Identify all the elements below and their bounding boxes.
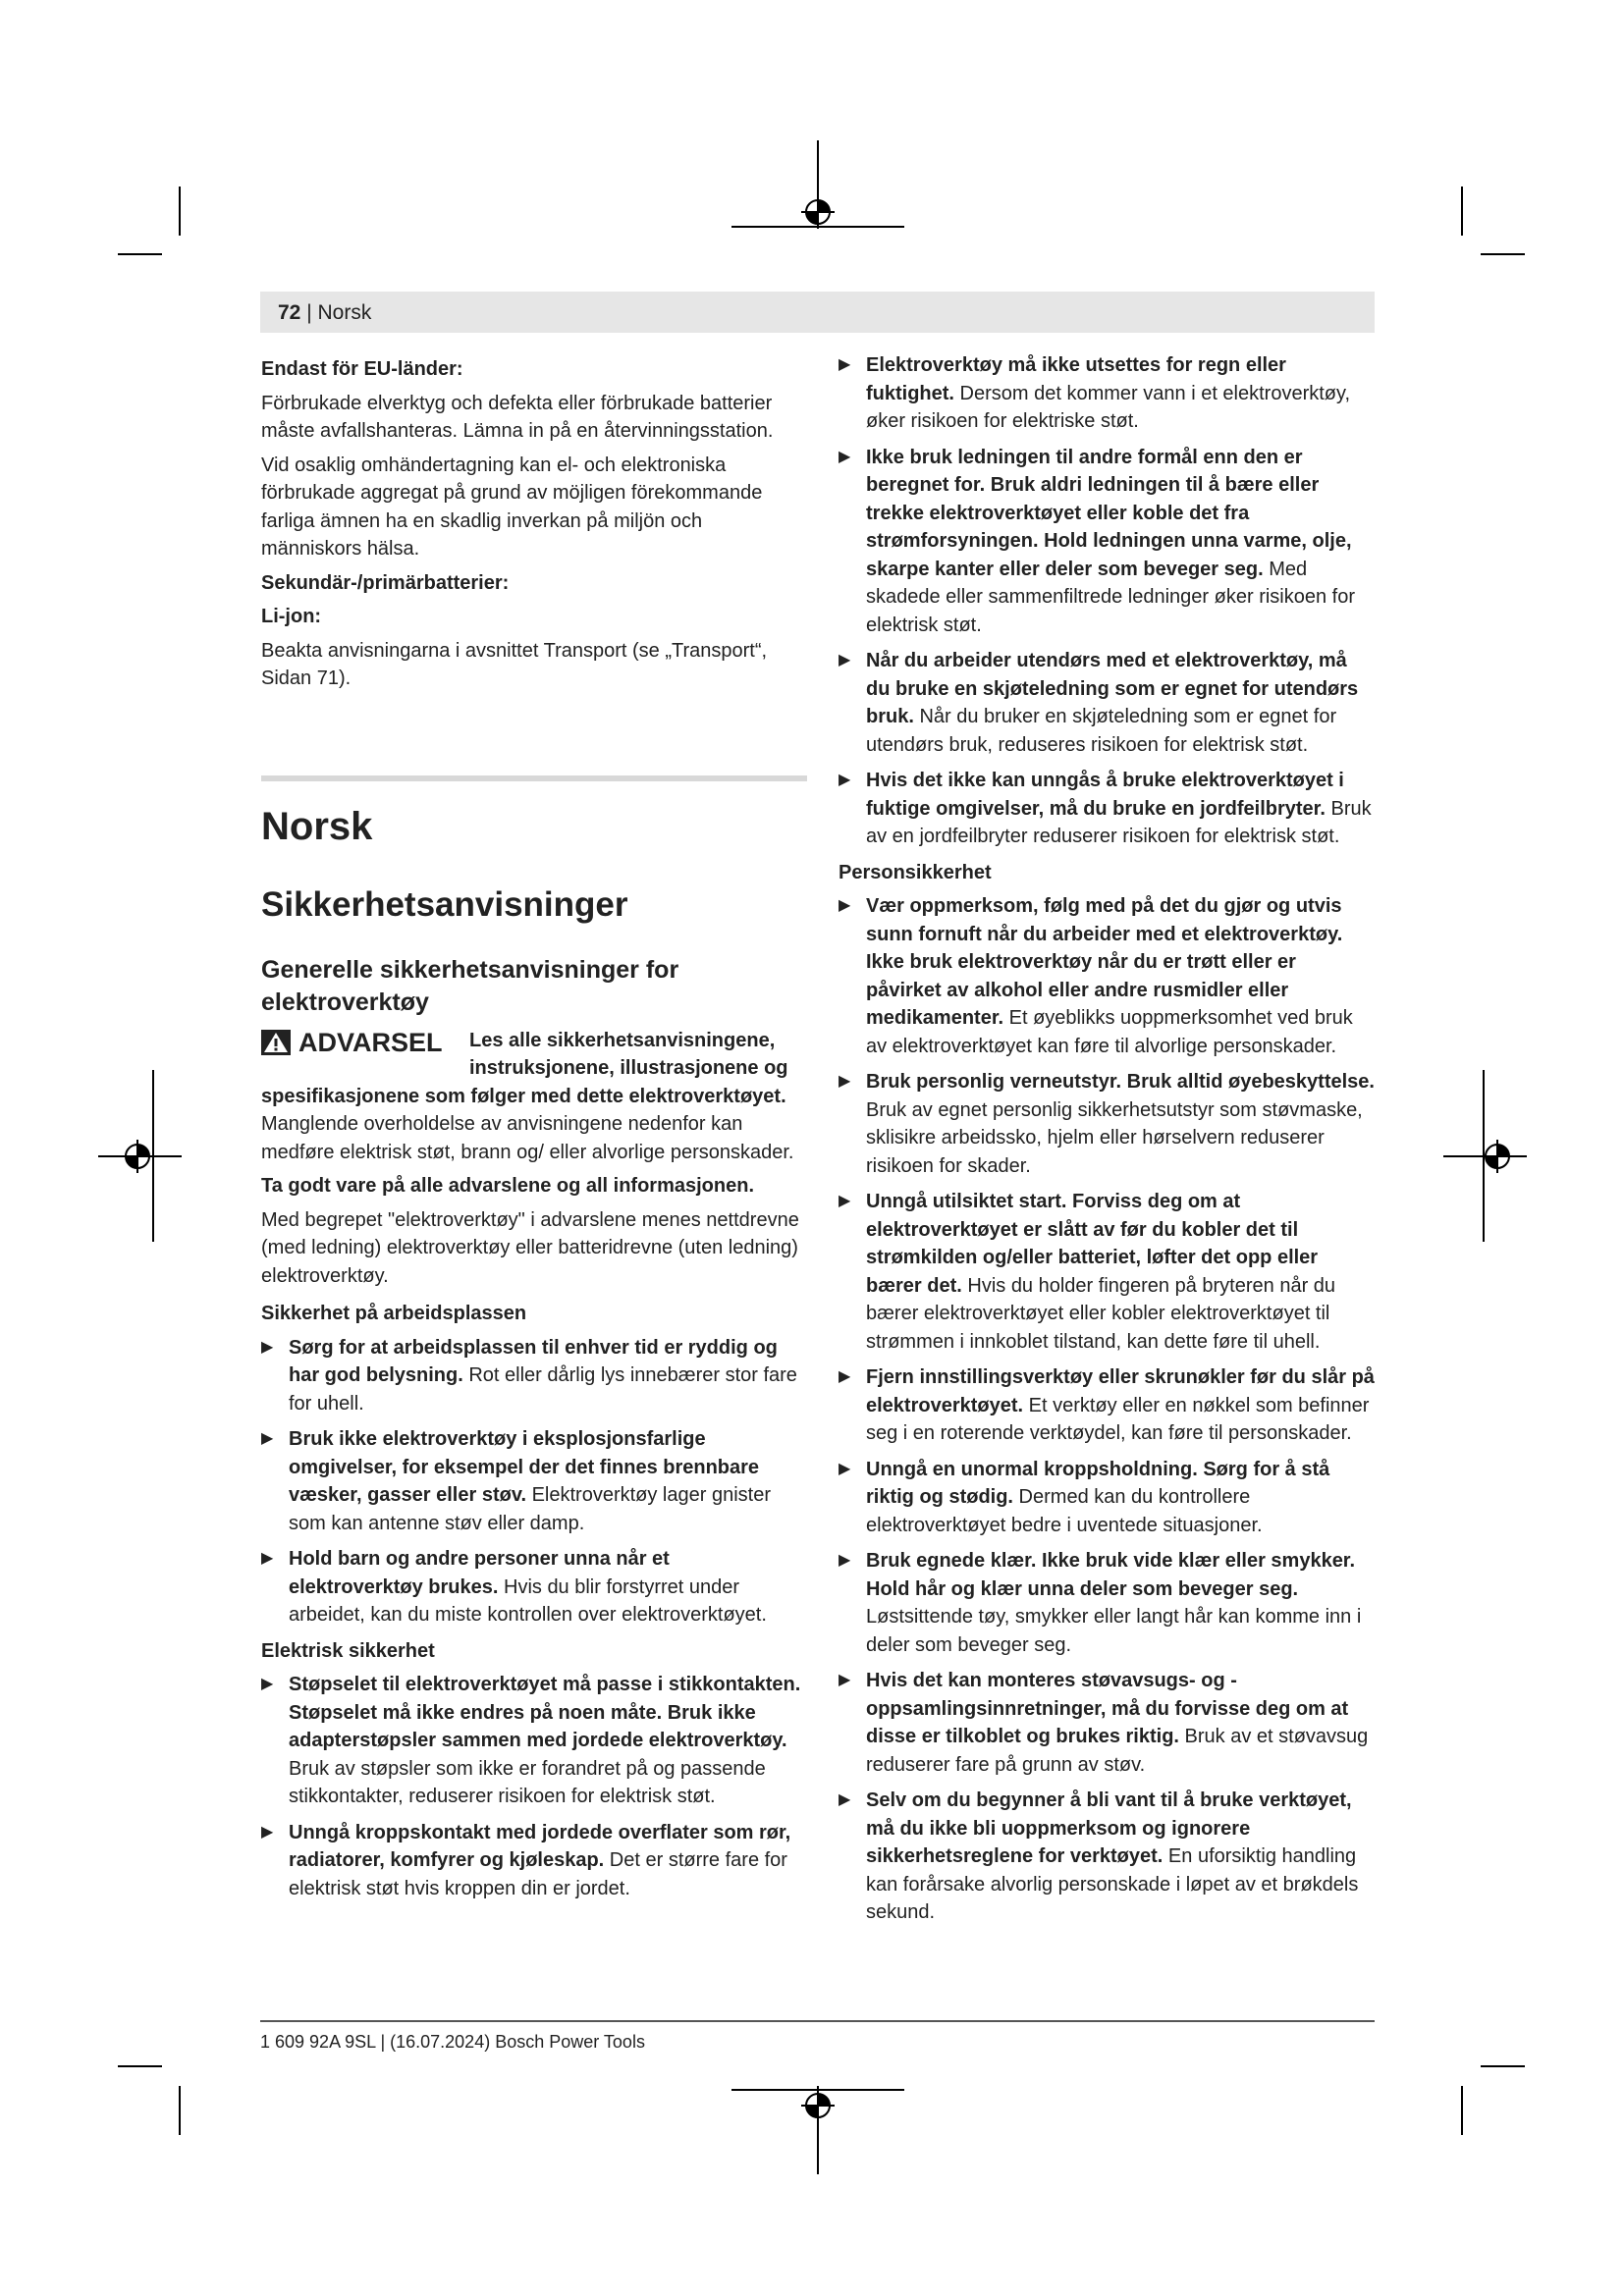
electrical-title: Elektrisk sikkerhet bbox=[261, 1639, 435, 1662]
bullet-arrow-icon: ▶ bbox=[839, 1073, 851, 1090]
list-item bbox=[839, 351, 1375, 436]
footer-divider bbox=[260, 2020, 1375, 2022]
warning-block bbox=[261, 1027, 807, 1083]
item-text: Når du bruker en skjøteledning som er egnet for utendørs bruk, reduseres risikoen for elektrisk støt. bbox=[866, 706, 1337, 756]
item-text: Bruk av egnet personlig sikkerhetsutstyr som støvmaske, sklisikre arbeidssko, hjelm eller hørselvern reduserer risikoen for skader. bbox=[866, 1098, 1363, 1177]
bullet-arrow-icon: ▶ bbox=[839, 897, 851, 914]
keep-text: Med begrepet "elektroverktøy" i advarslene menes nettdrevne (med ledning) elektroverktøy eller batteridrevne (uten ledning) elektroverktøy. bbox=[261, 1208, 799, 1287]
personal-safety-list bbox=[839, 892, 1375, 1927]
list-item bbox=[839, 1456, 1375, 1540]
bullet-arrow-icon: ▶ bbox=[839, 1460, 851, 1477]
warning-triangle-icon bbox=[261, 1030, 291, 1055]
item-text: Elektroverktøy lager gnister som kan antenne støv eller damp. bbox=[289, 1484, 771, 1534]
list-item bbox=[839, 1787, 1375, 1927]
bullet-arrow-icon: ▶ bbox=[261, 1676, 274, 1692]
bullet-arrow-icon: ▶ bbox=[839, 1193, 851, 1209]
crop-mark bbox=[1461, 2086, 1463, 2135]
crop-mark bbox=[118, 2065, 162, 2067]
bullet-arrow-icon: ▶ bbox=[839, 1672, 851, 1688]
work-area-title: Sikkerhet på arbeidsplassen bbox=[261, 1303, 527, 1324]
item-bold: Hold barn og andre personer unna når et elektroverktøy brukes. bbox=[289, 1548, 670, 1598]
header-language: Norsk bbox=[317, 301, 372, 324]
list-item bbox=[839, 892, 1375, 1060]
item-bold: Elektroverktøy må ikke utsettes for regn eller fuktighet. bbox=[866, 354, 1286, 404]
crop-mark bbox=[1481, 253, 1525, 255]
work-area-list bbox=[261, 1334, 807, 1629]
list-item bbox=[839, 647, 1375, 759]
crop-mark bbox=[179, 2086, 181, 2135]
registration-target-icon bbox=[1481, 1140, 1514, 1173]
item-bold: Unngå en unormal kroppsholdning. Sørg for å stå riktig og stødig. bbox=[866, 1458, 1330, 1508]
list-item bbox=[839, 1068, 1375, 1180]
item-text: Bruk av støpsler som ikke er forandret på og passende stikkontakter, reduserer risikoen for elektrisk støt. bbox=[289, 1757, 766, 1807]
list-item bbox=[839, 1363, 1375, 1448]
bullet-arrow-icon: ▶ bbox=[261, 1823, 274, 1841]
bullet-arrow-icon: ▶ bbox=[261, 1430, 274, 1447]
item-bold: Bruk ikke elektroverktøy i eksplosjonsfarlige omgivelser, for eksempel der det finnes brennbare væsker, gasser eller støv. bbox=[289, 1428, 760, 1506]
crop-mark bbox=[118, 253, 162, 255]
list-item bbox=[839, 1188, 1375, 1356]
item-text: Et øyeblikks uoppmerksomhet ved bruk av elektroverktøyet kan føre til alvorlige personskader. bbox=[866, 1007, 1353, 1057]
liion-title: Li-jon: bbox=[261, 606, 322, 627]
warning-text: Manglende overholdelse av anvisningene nedenfor kan medføre elektrisk støt, brann og/ eller alvorlige personskader. bbox=[261, 1113, 794, 1163]
item-text: Med skadede eller sammenfiltrede ledninger øker risikoen for elektrisk støt. bbox=[866, 558, 1356, 636]
electrical-list bbox=[261, 1671, 807, 1902]
list-item bbox=[261, 1671, 807, 1811]
registration-target-icon bbox=[121, 1140, 154, 1173]
bullet-arrow-icon: ▶ bbox=[839, 1791, 851, 1808]
item-text: Det er større fare for elektrisk støt hvis kroppen din er jordet. bbox=[289, 1849, 787, 1899]
item-text: Hvis du holder fingeren på bryteren når du bærer elektroverktøyet eller kobler elektroverktøyet til strømmen i innkoblet tilstand, kan dette føre til uhell. bbox=[866, 1274, 1336, 1353]
item-bold: Støpselet til elektroverktøyet må passe i stikkontakten. Støpselet må ikke endres på noen måte. Bruk ikke adapterstøpsler sammen med jordede elektroverktøy. bbox=[289, 1674, 801, 1751]
eu-paragraph-1: Förbrukade elverktyg och defekta eller förbrukade batterier måste avfallshanteras. Lämna in på en återvinningsstation. bbox=[261, 392, 774, 442]
item-text: Hvis du blir forstyrret under arbeidet, kan du miste kontrollen over elektroverktøyet. bbox=[289, 1575, 767, 1626]
eu-paragraph-2: Vid osaklig omhändertagning kan el- och elektroniska förbrukade aggregat på grund av möjligen förekommande farliga ämnen ha en skadlig inverkan på miljön och människors hälsa. bbox=[261, 454, 763, 560]
warning-bold-a: Les alle sikkerhetsanvisningene, instruksjonene, illustrasjonene og bbox=[469, 1029, 788, 1079]
page-footer: 1 609 92A 9SL | (16.07.2024) Bosch Power Tools bbox=[260, 2032, 645, 2052]
section-heading-safety: Sikkerhetsanvisninger bbox=[261, 884, 628, 924]
crop-mark bbox=[1461, 187, 1463, 236]
warning-bold-b: spesifikasjonene som følger med dette elektroverktøyet. bbox=[261, 1085, 786, 1107]
item-bold: Når du arbeider utendørs med et elektroverktøy, må du bruke en skjøteledning som er egnet for utendørs bruk. bbox=[866, 650, 1359, 727]
item-bold: Hvis det kan monteres støvavsugs- og -oppsamlingsinnretninger, må du forvisse deg om at disse er tilkoblet og brukes riktig. bbox=[866, 1670, 1349, 1747]
bullet-arrow-icon: ▶ bbox=[839, 1552, 851, 1569]
page-header-label: 72 | Norsk bbox=[278, 301, 372, 324]
registration-target-icon bbox=[801, 195, 835, 229]
bullet-arrow-icon: ▶ bbox=[839, 772, 851, 788]
item-bold: Hvis det ikke kan unngås å bruke elektroverktøyet i fuktige omgivelser, må du bruke en jordfeilbryter. bbox=[866, 770, 1344, 820]
item-bold: Sørg for at arbeidsplassen til enhver tid er ryddig og har god belysning. bbox=[289, 1336, 778, 1386]
item-text: En uforsiktig handling kan forårsake alvorlig personskade i løpet av et brøkdels sekund. bbox=[866, 1845, 1359, 1923]
item-bold: Unngå kroppskontakt med jordede overflater som rør, radiatorer, komfyrer og kjøleskap. bbox=[289, 1821, 791, 1871]
list-item bbox=[261, 1334, 807, 1418]
section-divider bbox=[261, 775, 807, 781]
warning-label: ADVARSEL bbox=[298, 1027, 443, 1057]
personal-safety-title: Personsikkerhet bbox=[839, 861, 992, 883]
registration-target-icon bbox=[801, 2089, 835, 2122]
list-item bbox=[839, 444, 1375, 640]
list-item bbox=[261, 1819, 807, 1903]
crop-mark bbox=[179, 187, 181, 236]
bullet-arrow-icon: ▶ bbox=[839, 448, 851, 465]
item-bold: Vær oppmerksom, følg med på det du gjør og utvis sunn fornuft når du arbeider med et elektroverktøy. Ikke bruk elektroverktøy når du er trøtt eller er påvirket av alkohol eller andre rusmidler eller medikamenter. bbox=[866, 895, 1343, 1029]
list-item bbox=[839, 1667, 1375, 1779]
item-text: Dermed kan du kontrollere elektroverktøyet bedre i uventede situasjoner. bbox=[866, 1486, 1263, 1536]
item-bold: Unngå utilsiktet start. Forviss deg om at elektroverktøyet er slått av før du kobler det til strømkilden og/eller batteriet, løfter det opp eller bærer det. bbox=[866, 1191, 1319, 1297]
crop-mark bbox=[1481, 2065, 1525, 2067]
list-item bbox=[261, 1425, 807, 1537]
bullet-arrow-icon: ▶ bbox=[261, 1338, 274, 1356]
eu-title: Endast för EU-länder: bbox=[261, 358, 463, 380]
item-bold: Fjern innstillingsverktøy eller skrunøkler før du slår på elektroverktøyet. bbox=[866, 1366, 1375, 1416]
liion-text: Beakta anvisningarna i avsnittet Transport (se „Transport“, Sidan 71). bbox=[261, 639, 768, 689]
warning-badge bbox=[261, 1027, 469, 1057]
keep-warnings: Ta godt vare på alle advarslene og all informasjonen. bbox=[261, 1175, 755, 1197]
right-column bbox=[839, 351, 1375, 1935]
bullet-arrow-icon: ▶ bbox=[839, 652, 851, 668]
left-column bbox=[261, 351, 807, 1910]
item-bold: Ikke bruk ledningen til andre formål enn den er beregnet for. Bruk aldri ledningen til å bære eller trekke elektroverktøyet eller koble det fra strømforsyningen. Hold ledningen unna varme, olje, skarpe kanter eller deler som beveger seg. bbox=[866, 446, 1352, 580]
page-number: 72 bbox=[278, 301, 301, 324]
list-item bbox=[839, 1547, 1375, 1659]
list-item bbox=[839, 767, 1375, 851]
bullet-arrow-icon: ▶ bbox=[839, 356, 851, 373]
section-heading-norsk: Norsk bbox=[261, 804, 373, 848]
electrical-list-continued bbox=[839, 351, 1375, 851]
page-header bbox=[260, 292, 1375, 333]
item-bold: Bruk egnede klær. Ikke bruk vide klær eller smykker. Hold hår og klær unna deler som beveger seg. bbox=[866, 1550, 1356, 1600]
subsection-heading: Generelle sikkerhetsanvisninger for elektroverktøy bbox=[261, 955, 679, 1016]
item-text: Et verktøy eller en nøkkel som befinner seg i en roterende verktøydel, kan føre til personskader. bbox=[866, 1394, 1370, 1444]
item-text: Bruk av en jordfeilbryter reduserer risikoen for elektrisk støt. bbox=[866, 797, 1372, 847]
battery-title: Sekundär-/primärbatterier: bbox=[261, 571, 510, 594]
item-bold: Bruk personlig verneutstyr. Bruk alltid øyebeskyttelse. bbox=[866, 1071, 1375, 1093]
list-item bbox=[261, 1545, 807, 1629]
bullet-arrow-icon: ▶ bbox=[839, 1368, 851, 1385]
item-text: Rot eller dårlig lys innebærer stor fare for uhell. bbox=[289, 1364, 797, 1415]
item-bold: Selv om du begynner å bli vant til å bruke verktøyet, må du ikke bli uoppmerksom og ignorere sikkerhetsreglene for verktøyet. bbox=[866, 1789, 1352, 1867]
bullet-arrow-icon: ▶ bbox=[261, 1550, 274, 1567]
item-text: Dersom det kommer vann i et elektroverktøy, øker risikoen for elektriske støt. bbox=[866, 382, 1351, 432]
item-text: Bruk av et støvavsug reduserer fare på grunn av støv. bbox=[866, 1726, 1369, 1776]
item-text: Løstsittende tøy, smykker eller langt hår kan komme inn i deler som beveger seg. bbox=[866, 1606, 1362, 1656]
